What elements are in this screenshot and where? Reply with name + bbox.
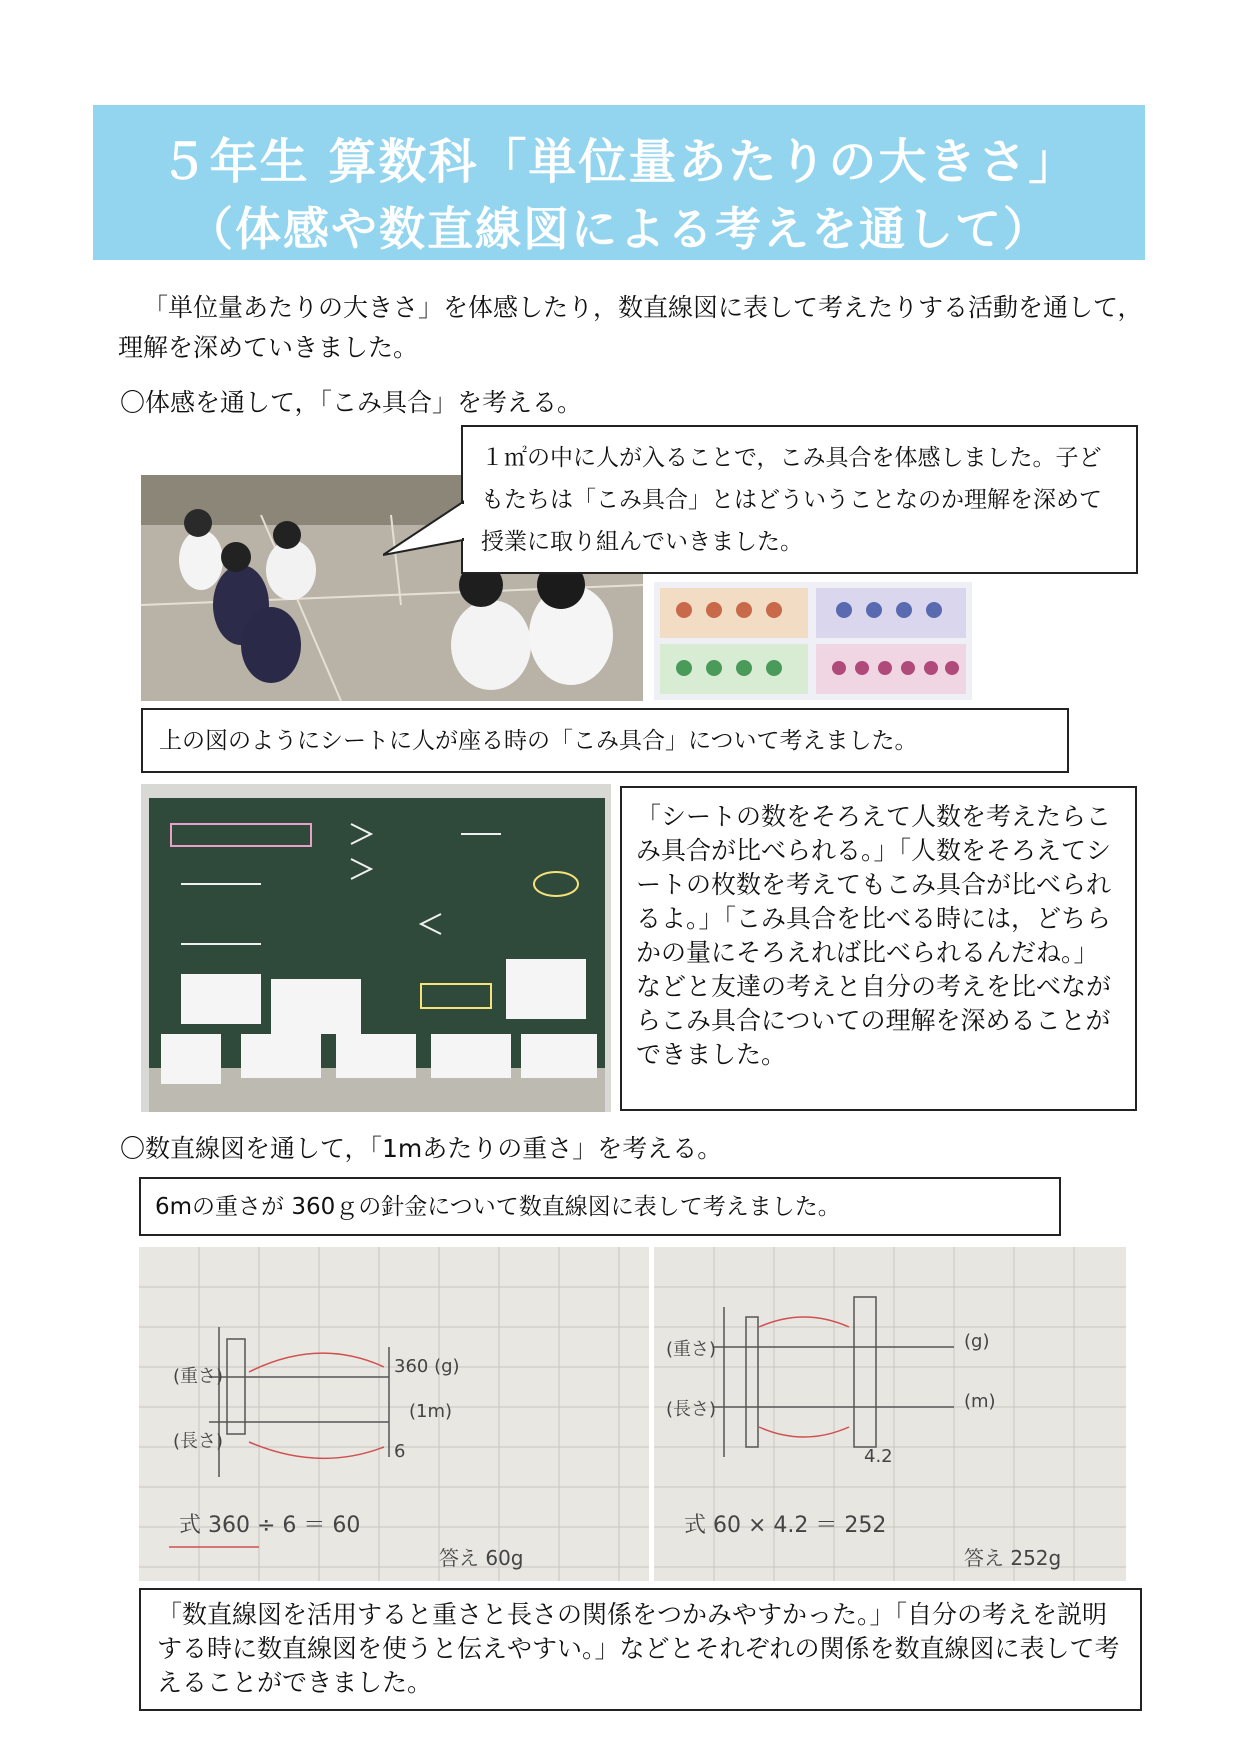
notebook-photo-2 <box>654 1247 1126 1581</box>
conclusion-box <box>139 1588 1142 1711</box>
textbook-illustration <box>654 582 972 700</box>
student-comments-box <box>620 786 1137 1111</box>
svg-text:6: 6 <box>394 1441 406 1462</box>
caption-seating-text: 上の図のようにシートに人が座る時の「こみ具合」について考えました。 <box>159 728 918 754</box>
svg-text:(長さ): (長さ) <box>666 1399 717 1420</box>
intro-text: 「単位量あたりの大きさ」を体感したり，数直線図に表して考えたりする活動を通して，理解を深めていきました。 <box>118 293 1143 362</box>
speech-bubble-text: １㎡の中に人が入ることで，こみ具合を体感しました。子どもたちは「こみ具合」とはどういうことなのか理解を深めて授業に取り組んでいきました。 <box>481 445 1102 555</box>
svg-text:(重さ): (重さ) <box>173 1366 224 1387</box>
svg-text:答え 60g: 答え 60g <box>439 1546 524 1570</box>
conclusion-text: 「数直線図を活用すると重さと長さの関係をつかみやすかった。」「自分の考えを説明する時に数直線図を使うと伝えやすい。」などとそれぞれの関係を数直線図に表して考えることができました。 <box>157 1600 1120 1697</box>
section1-heading: 〇体感を通して，「こみ具合」を考える。 <box>120 388 583 417</box>
svg-text:答え 252g: 答え 252g <box>964 1546 1062 1570</box>
svg-text:(1m): (1m) <box>409 1401 453 1422</box>
notebook-photo-1 <box>139 1247 649 1581</box>
caption-wire <box>139 1177 1061 1236</box>
svg-text:(m): (m) <box>964 1391 996 1412</box>
svg-text:式 360 ÷ 6 ＝ 60: 式 360 ÷ 6 ＝ 60 <box>179 1513 361 1538</box>
caption-wire-text: 6mの重さが 360ｇの針金について数直線図に表して考えました。 <box>155 1194 841 1220</box>
title-banner <box>93 105 1145 260</box>
speech-bubble <box>461 425 1138 574</box>
svg-text:4.2: 4.2 <box>864 1446 893 1467</box>
speech-bubble-tail <box>383 500 465 560</box>
page-title: ５年生 算数科「単位量あたりの大きさ」 <box>159 134 1079 190</box>
caption-seating <box>141 708 1069 773</box>
section2-heading: 〇数直線図を通して，「1mあたりの重さ」を考える。 <box>120 1134 723 1163</box>
svg-text:式 60 × 4.2 ＝ 252: 式 60 × 4.2 ＝ 252 <box>684 1513 887 1538</box>
page-subtitle: （体感や数直線図による考えを通して） <box>187 202 1051 256</box>
svg-text:360 (g): 360 (g) <box>394 1356 460 1377</box>
svg-text:(g): (g) <box>964 1331 990 1352</box>
photo-chalkboard <box>141 784 611 1112</box>
svg-text:(長さ): (長さ) <box>173 1431 224 1452</box>
student-comments-text: 「シートの数をそろえて人数を考えたらこみ具合が比べられる。」「人数をそろえてシートの枚数を考えてもこみ具合が比べられるよ。」「こみ具合を比べる時には，どちらかの量にそろえれば比べられるんだね。」などと友達の考えと自分の考えを比べながらこみ具合についての理解を深めることができました。 <box>636 802 1112 1069</box>
svg-text:(重さ): (重さ) <box>666 1339 717 1360</box>
